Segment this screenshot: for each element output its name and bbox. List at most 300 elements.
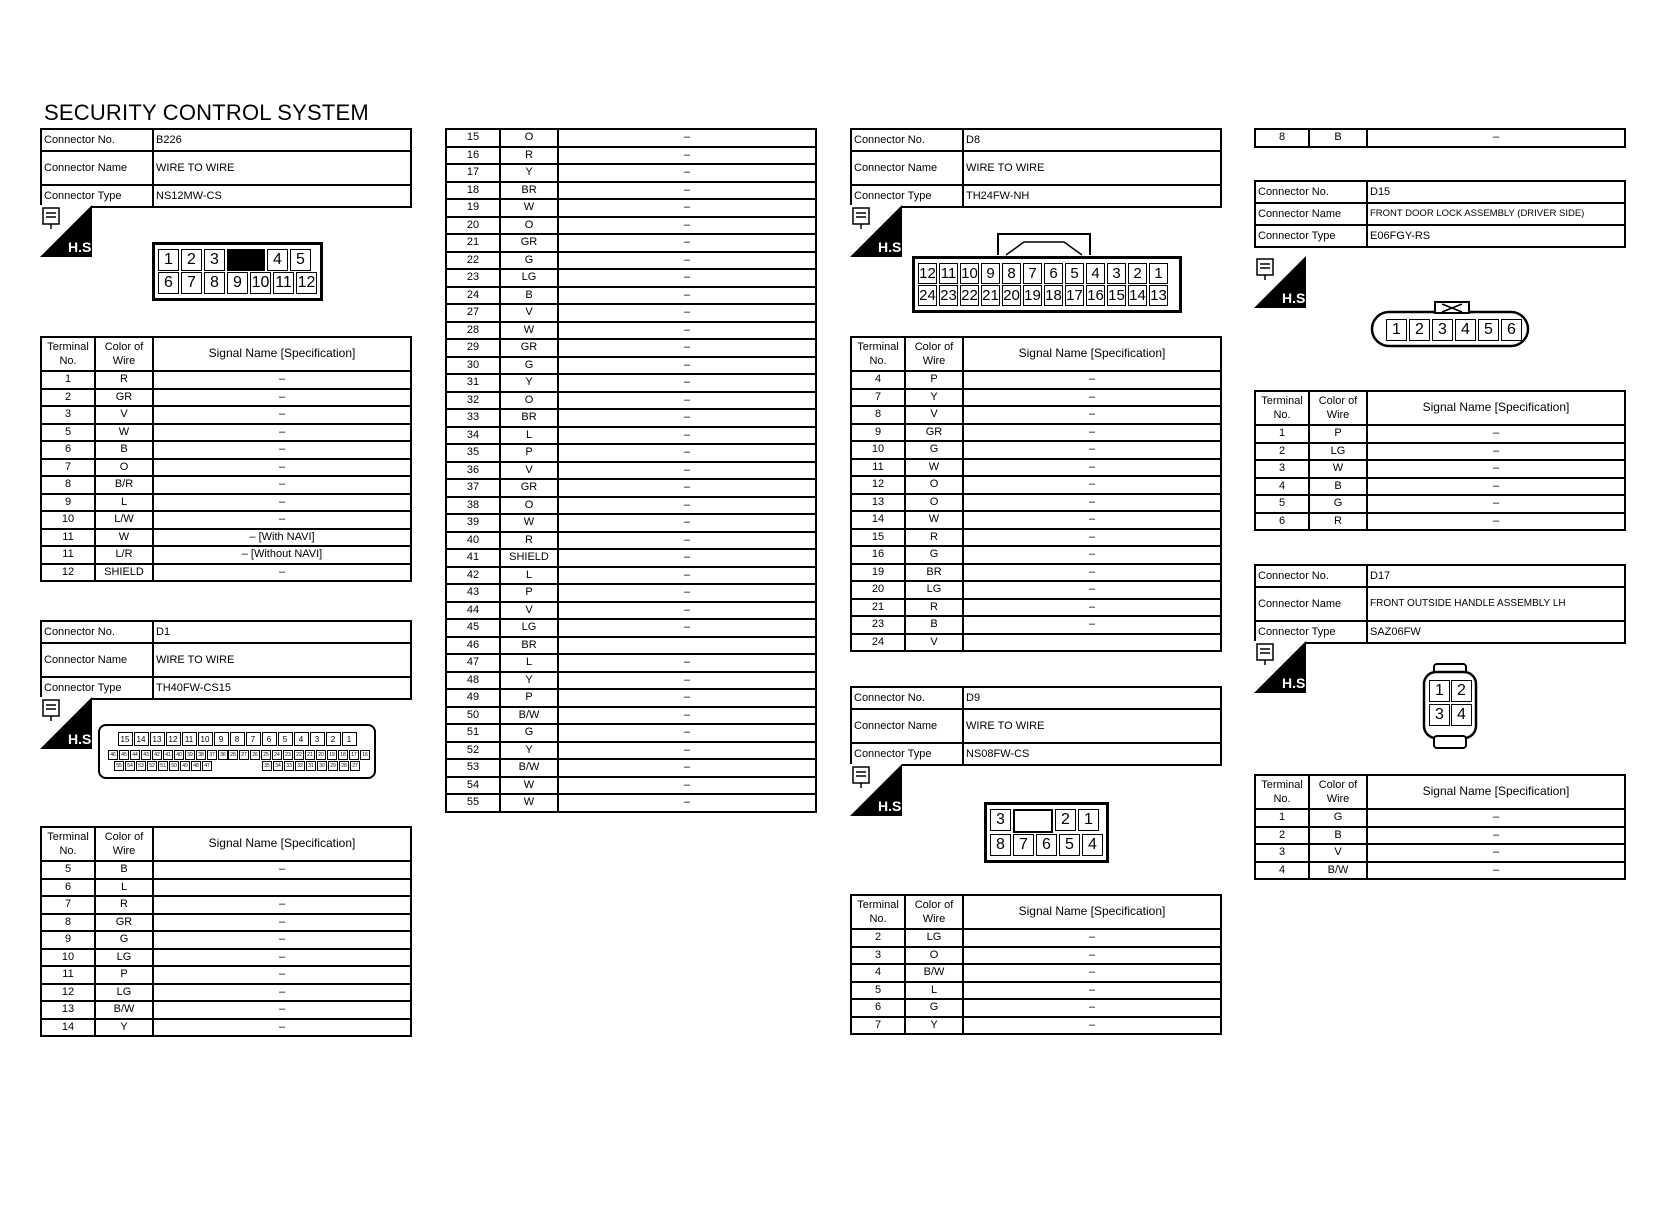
color-cell: W bbox=[95, 424, 153, 442]
d1-connector-face bbox=[98, 724, 376, 779]
table-row bbox=[41, 511, 411, 529]
color-cell: B bbox=[1309, 827, 1367, 845]
connector-type-label: Connector Type bbox=[41, 185, 153, 207]
signal-cell: – bbox=[558, 339, 816, 357]
terminal-cell: 54 bbox=[446, 777, 500, 795]
table-row bbox=[446, 567, 816, 585]
signal-cell: – bbox=[1367, 809, 1625, 827]
color-cell: W bbox=[500, 794, 558, 812]
color-cell: G bbox=[905, 999, 963, 1017]
table-row bbox=[851, 929, 1221, 947]
pin-2: 2 bbox=[1055, 809, 1076, 831]
color-cell: V bbox=[500, 462, 558, 480]
connector-type-value: TH24FW-NH bbox=[963, 185, 1221, 207]
color-cell: V bbox=[500, 602, 558, 620]
b226-blocked-cavity bbox=[227, 249, 265, 271]
pin-24: 24 bbox=[272, 750, 282, 760]
color-cell: B/W bbox=[1309, 862, 1367, 880]
terminal-cell: 10 bbox=[851, 441, 905, 459]
signal-cell: – bbox=[963, 599, 1221, 617]
color-cell: B bbox=[905, 616, 963, 634]
signal-cell: – bbox=[963, 999, 1221, 1017]
table-row bbox=[851, 947, 1221, 965]
terminal-cell: 15 bbox=[446, 129, 500, 147]
pin-9: 9 bbox=[981, 263, 1000, 284]
pin-3: 3 bbox=[310, 732, 325, 746]
terminal-cell: 38 bbox=[446, 497, 500, 515]
terminal-cell: 24 bbox=[851, 634, 905, 652]
color-cell: R bbox=[95, 371, 153, 389]
terminal-cell: 35 bbox=[446, 444, 500, 462]
signal-cell bbox=[558, 637, 816, 655]
terminal-cell: 55 bbox=[446, 794, 500, 812]
color-cell: L/W bbox=[95, 511, 153, 529]
d17-pin-table bbox=[1254, 774, 1626, 880]
color-cell: G bbox=[1309, 495, 1367, 513]
connector-name-value: WIRE TO WIRE bbox=[963, 709, 1221, 743]
signal-cell: – bbox=[963, 616, 1221, 634]
color-cell: L bbox=[500, 654, 558, 672]
pin-1: 1 bbox=[342, 732, 357, 746]
terminal-cell: 49 bbox=[446, 689, 500, 707]
terminal-cell: 1 bbox=[41, 371, 95, 389]
d8-latch bbox=[912, 230, 1184, 256]
connector-type-label: Connector Type bbox=[851, 743, 963, 765]
signal-cell: – bbox=[153, 511, 411, 529]
terminal-cell: 1 bbox=[1255, 809, 1309, 827]
hs-harness-side-icon bbox=[1254, 641, 1310, 693]
pin-18: 18 bbox=[338, 750, 348, 760]
pin-37: 37 bbox=[207, 750, 217, 760]
table-row bbox=[41, 494, 411, 512]
pin-46: 46 bbox=[108, 750, 118, 760]
color-cell: Y bbox=[500, 374, 558, 392]
d8-connector-face bbox=[912, 230, 1184, 313]
pin-43: 43 bbox=[141, 750, 151, 760]
pin-8: 8 bbox=[230, 732, 245, 746]
signal-cell: – bbox=[963, 371, 1221, 389]
signal-cell: – bbox=[153, 896, 411, 914]
table-row bbox=[446, 427, 816, 445]
terminal-cell: 5 bbox=[1255, 495, 1309, 513]
table-row bbox=[851, 389, 1221, 407]
pin-29: 29 bbox=[328, 761, 338, 771]
signal-cell: – bbox=[558, 234, 816, 252]
signal-cell: – bbox=[963, 494, 1221, 512]
table-row bbox=[446, 619, 816, 637]
table-row bbox=[41, 371, 411, 389]
pin-1: 1 bbox=[1429, 680, 1450, 702]
terminal-cell: 3 bbox=[1255, 844, 1309, 862]
terminal-cell: 47 bbox=[446, 654, 500, 672]
color-cell: GR bbox=[905, 424, 963, 442]
table-row bbox=[446, 462, 816, 480]
terminal-cell: 14 bbox=[41, 1019, 95, 1037]
connector-no-value: D17 bbox=[1367, 565, 1625, 587]
svg-text:H.S.: H.S. bbox=[878, 239, 906, 255]
color-cell: W bbox=[500, 322, 558, 340]
table-row bbox=[446, 234, 816, 252]
signal-cell: – bbox=[963, 406, 1221, 424]
color-cell: BR bbox=[500, 637, 558, 655]
page-title: SECURITY CONTROL SYSTEM bbox=[44, 100, 369, 125]
color-cell: O bbox=[500, 497, 558, 515]
pin-19: 19 bbox=[1024, 287, 1041, 304]
pin-41: 41 bbox=[163, 750, 173, 760]
connector-type-value: NS08FW-CS bbox=[963, 743, 1221, 765]
terminal-cell: 15 bbox=[851, 529, 905, 547]
connector-no-label: Connector No. bbox=[41, 129, 153, 151]
terminal-cell: 20 bbox=[446, 217, 500, 235]
table-row bbox=[851, 406, 1221, 424]
connector-d1-info bbox=[40, 620, 412, 700]
terminal-cell: 4 bbox=[1255, 862, 1309, 880]
b226-pin-table bbox=[40, 336, 412, 582]
color-cell: P bbox=[905, 371, 963, 389]
pin-18: 18 bbox=[1045, 287, 1062, 304]
pin-7: 7 bbox=[1023, 263, 1042, 284]
pin-27: 27 bbox=[350, 761, 360, 771]
signal-cell: – bbox=[558, 742, 816, 760]
terminal-cell: 4 bbox=[851, 371, 905, 389]
terminal-cell: 11 bbox=[41, 529, 95, 547]
terminal-cell: 2 bbox=[851, 929, 905, 947]
signal-cell: – bbox=[558, 427, 816, 445]
terminal-cell: 8 bbox=[41, 476, 95, 494]
table-row bbox=[446, 794, 816, 812]
table-row bbox=[851, 459, 1221, 477]
terminal-cell: 8 bbox=[851, 406, 905, 424]
terminal-cell: 17 bbox=[446, 164, 500, 182]
color-cell: L bbox=[500, 427, 558, 445]
pin-42: 42 bbox=[152, 750, 162, 760]
pin-15: 15 bbox=[1108, 287, 1125, 304]
pin-6: 6 bbox=[262, 732, 277, 746]
table-row bbox=[41, 914, 411, 932]
connector-no-label: Connector No. bbox=[41, 621, 153, 643]
color-cell: G bbox=[500, 357, 558, 375]
pin-10: 10 bbox=[198, 732, 213, 746]
signal-cell: – bbox=[558, 532, 816, 550]
terminal-cell: 34 bbox=[446, 427, 500, 445]
table-row bbox=[446, 584, 816, 602]
signal-cell: – bbox=[558, 672, 816, 690]
terminal-cell: 33 bbox=[446, 409, 500, 427]
pin-13: 13 bbox=[150, 732, 165, 746]
terminal-cell: 39 bbox=[446, 514, 500, 532]
signal-cell bbox=[153, 879, 411, 897]
pin-27: 27 bbox=[239, 750, 249, 760]
signal-cell: – bbox=[153, 1019, 411, 1037]
table-row bbox=[851, 999, 1221, 1017]
color-header: Color of Wire bbox=[95, 827, 153, 861]
color-cell: G bbox=[1309, 809, 1367, 827]
color-cell: R bbox=[500, 147, 558, 165]
table-row bbox=[446, 514, 816, 532]
signal-cell: – bbox=[153, 389, 411, 407]
table-row bbox=[446, 444, 816, 462]
terminal-cell: 2 bbox=[1255, 827, 1309, 845]
pin-16: 16 bbox=[360, 750, 370, 760]
terminal-cell: 32 bbox=[446, 392, 500, 410]
signal-cell: – bbox=[558, 462, 816, 480]
pin-4: 4 bbox=[1451, 704, 1472, 726]
table-row bbox=[41, 564, 411, 582]
connector-type-value: NS12MW-CS bbox=[153, 185, 411, 207]
color-cell: B bbox=[95, 861, 153, 879]
color-cell: O bbox=[500, 129, 558, 147]
color-cell: L bbox=[905, 982, 963, 1000]
color-cell: R bbox=[905, 599, 963, 617]
color-cell: LG bbox=[905, 929, 963, 947]
signal-cell: – bbox=[963, 564, 1221, 582]
color-cell: P bbox=[95, 966, 153, 984]
signal-cell: – [With NAVI] bbox=[153, 529, 411, 547]
d1-pin-table-continued bbox=[445, 128, 817, 813]
d1-pin-table bbox=[40, 826, 412, 1037]
signal-header: Signal Name [Specification] bbox=[153, 337, 411, 371]
signal-cell: – bbox=[153, 459, 411, 477]
color-cell: V bbox=[500, 304, 558, 322]
color-cell: P bbox=[500, 444, 558, 462]
terminal-cell: 7 bbox=[851, 389, 905, 407]
pin-50: 50 bbox=[169, 761, 179, 771]
color-cell: R bbox=[500, 532, 558, 550]
color-cell: LG bbox=[95, 984, 153, 1002]
terminal-cell: 13 bbox=[851, 494, 905, 512]
color-cell: Y bbox=[905, 1017, 963, 1035]
terminal-cell: 18 bbox=[446, 182, 500, 200]
color-header: Color of Wire bbox=[905, 895, 963, 929]
color-cell: GR bbox=[500, 479, 558, 497]
signal-cell: – bbox=[963, 929, 1221, 947]
terminal-cell: 27 bbox=[446, 304, 500, 322]
signal-cell: – bbox=[558, 759, 816, 777]
pin-7: 7 bbox=[181, 272, 202, 294]
signal-cell: – bbox=[963, 1017, 1221, 1035]
hs-harness-side-icon bbox=[850, 205, 906, 257]
pin-23: 23 bbox=[940, 287, 957, 304]
signal-cell: – bbox=[558, 514, 816, 532]
connector-no-value: D15 bbox=[1367, 181, 1625, 203]
table-row bbox=[41, 879, 411, 897]
pin-3: 3 bbox=[1432, 319, 1453, 341]
pin-4: 4 bbox=[267, 249, 288, 271]
pin-3: 3 bbox=[204, 249, 225, 271]
table-row bbox=[851, 494, 1221, 512]
signal-cell: – bbox=[963, 424, 1221, 442]
signal-cell: – bbox=[153, 424, 411, 442]
connector-type-value: SAZ06FW bbox=[1367, 621, 1625, 643]
connector-name-label: Connector Name bbox=[41, 151, 153, 185]
pin-1: 1 bbox=[1078, 809, 1099, 831]
terminal-header: Terminal No. bbox=[1255, 391, 1309, 425]
pin-4: 4 bbox=[1082, 834, 1103, 856]
connector-no-label: Connector No. bbox=[851, 687, 963, 709]
color-cell: R bbox=[905, 529, 963, 547]
terminal-cell: 21 bbox=[851, 599, 905, 617]
signal-cell: – bbox=[153, 494, 411, 512]
table-row bbox=[446, 147, 816, 165]
color-cell: BR bbox=[500, 409, 558, 427]
terminal-cell: 21 bbox=[446, 234, 500, 252]
terminal-header: Terminal No. bbox=[41, 827, 95, 861]
terminal-cell: 13 bbox=[41, 1001, 95, 1019]
terminal-header: Terminal No. bbox=[851, 337, 905, 371]
connector-type-label: Connector Type bbox=[851, 185, 963, 207]
color-cell: B/W bbox=[905, 964, 963, 982]
pin-21: 21 bbox=[982, 287, 999, 304]
color-cell: L/R bbox=[95, 546, 153, 564]
terminal-cell: 14 bbox=[851, 511, 905, 529]
terminal-cell: 7 bbox=[41, 896, 95, 914]
terminal-cell: 2 bbox=[41, 389, 95, 407]
color-cell: B/R bbox=[95, 476, 153, 494]
table-row bbox=[1255, 460, 1625, 478]
terminal-cell: 40 bbox=[446, 532, 500, 550]
pin-55: 55 bbox=[114, 761, 124, 771]
pin-10: 10 bbox=[961, 265, 978, 282]
connector-name-value: FRONT DOOR LOCK ASSEMBLY (DRIVER SIDE) bbox=[1367, 203, 1625, 225]
connector-d8-info bbox=[850, 128, 1222, 208]
color-cell: BR bbox=[500, 182, 558, 200]
signal-cell: – bbox=[558, 654, 816, 672]
table-row bbox=[446, 777, 816, 795]
signal-cell: – bbox=[558, 584, 816, 602]
pin-24: 24 bbox=[919, 287, 936, 304]
color-cell: O bbox=[905, 476, 963, 494]
color-cell: GR bbox=[500, 234, 558, 252]
connector-type-label: Connector Type bbox=[1255, 621, 1367, 643]
pin-31: 31 bbox=[306, 761, 316, 771]
table-row bbox=[851, 441, 1221, 459]
pin-14: 14 bbox=[1129, 287, 1146, 304]
color-cell: O bbox=[500, 392, 558, 410]
color-cell: W bbox=[905, 459, 963, 477]
terminal-cell: 12 bbox=[41, 564, 95, 582]
signal-cell: – bbox=[558, 374, 816, 392]
pin-34: 34 bbox=[273, 761, 283, 771]
signal-cell: – bbox=[558, 549, 816, 567]
table-row bbox=[446, 199, 816, 217]
signal-cell: – bbox=[153, 564, 411, 582]
table-row bbox=[446, 637, 816, 655]
color-cell: B bbox=[1309, 129, 1367, 147]
color-header: Color of Wire bbox=[905, 337, 963, 371]
hs-harness-side-icon bbox=[1254, 256, 1310, 308]
pin-28: 28 bbox=[228, 750, 238, 760]
pin-1: 1 bbox=[1149, 263, 1168, 284]
terminal-cell: 3 bbox=[41, 406, 95, 424]
table-row bbox=[851, 511, 1221, 529]
pin-21: 21 bbox=[305, 750, 315, 760]
terminal-cell: 1 bbox=[1255, 425, 1309, 443]
connector-b226-info bbox=[40, 128, 412, 208]
pin-49: 49 bbox=[180, 761, 190, 771]
color-cell: G bbox=[95, 931, 153, 949]
pin-2: 2 bbox=[1409, 319, 1430, 341]
hs-harness-side-icon bbox=[40, 205, 96, 257]
signal-cell: – bbox=[963, 459, 1221, 477]
signal-cell bbox=[963, 634, 1221, 652]
table-row bbox=[446, 672, 816, 690]
table-row bbox=[446, 182, 816, 200]
terminal-cell: 10 bbox=[41, 511, 95, 529]
pin-8: 8 bbox=[990, 834, 1011, 856]
terminal-cell: 22 bbox=[446, 252, 500, 270]
terminal-cell: 12 bbox=[41, 984, 95, 1002]
hs-harness-side-icon bbox=[40, 697, 96, 749]
terminal-cell: 5 bbox=[851, 982, 905, 1000]
connector-type-label: Connector Type bbox=[1255, 225, 1367, 247]
color-cell: G bbox=[500, 252, 558, 270]
table-row bbox=[1255, 495, 1625, 513]
terminal-cell: 2 bbox=[1255, 443, 1309, 461]
color-cell: Y bbox=[905, 389, 963, 407]
pin-7: 7 bbox=[1013, 834, 1034, 856]
pin-20: 20 bbox=[1003, 287, 1020, 304]
color-cell: O bbox=[905, 947, 963, 965]
terminal-cell: 43 bbox=[446, 584, 500, 602]
terminal-cell: 3 bbox=[851, 947, 905, 965]
terminal-cell: 6 bbox=[41, 879, 95, 897]
table-row bbox=[446, 357, 816, 375]
connector-name-label: Connector Name bbox=[41, 643, 153, 677]
terminal-cell: 6 bbox=[851, 999, 905, 1017]
pin-5: 5 bbox=[1059, 834, 1080, 856]
table-row bbox=[41, 966, 411, 984]
table-row bbox=[1255, 844, 1625, 862]
color-cell: LG bbox=[1309, 443, 1367, 461]
pin-14: 14 bbox=[134, 732, 149, 746]
signal-cell: – bbox=[153, 966, 411, 984]
terminal-header: Terminal No. bbox=[1255, 775, 1309, 809]
color-cell: G bbox=[905, 546, 963, 564]
signal-cell: – bbox=[558, 217, 816, 235]
color-cell: B bbox=[1309, 478, 1367, 496]
color-header: Color of Wire bbox=[95, 337, 153, 371]
terminal-cell: 46 bbox=[446, 637, 500, 655]
table-row bbox=[41, 389, 411, 407]
signal-cell: – bbox=[1367, 862, 1625, 880]
terminal-cell: 5 bbox=[41, 424, 95, 442]
table-row bbox=[446, 252, 816, 270]
pin-48: 48 bbox=[191, 761, 201, 771]
table-row bbox=[1255, 425, 1625, 443]
signal-cell: – bbox=[1367, 513, 1625, 531]
pin-22: 22 bbox=[961, 287, 978, 304]
pin-2: 2 bbox=[1451, 680, 1472, 702]
signal-cell: – bbox=[558, 129, 816, 147]
connector-name-value: FRONT OUTSIDE HANDLE ASSEMBLY LH bbox=[1367, 587, 1625, 621]
color-cell: GR bbox=[500, 339, 558, 357]
signal-cell: – bbox=[558, 777, 816, 795]
signal-cell: – bbox=[558, 724, 816, 742]
color-cell: SHIELD bbox=[500, 549, 558, 567]
pin-17: 17 bbox=[349, 750, 359, 760]
pin-39: 39 bbox=[185, 750, 195, 760]
table-row bbox=[851, 599, 1221, 617]
color-cell: P bbox=[500, 689, 558, 707]
table-row bbox=[446, 269, 816, 287]
pin-35: 35 bbox=[262, 761, 272, 771]
signal-cell: – bbox=[558, 304, 816, 322]
terminal-cell: 29 bbox=[446, 339, 500, 357]
pin-53: 53 bbox=[136, 761, 146, 771]
table-row bbox=[1255, 862, 1625, 880]
pin-26: 26 bbox=[250, 750, 260, 760]
signal-cell: – bbox=[963, 581, 1221, 599]
